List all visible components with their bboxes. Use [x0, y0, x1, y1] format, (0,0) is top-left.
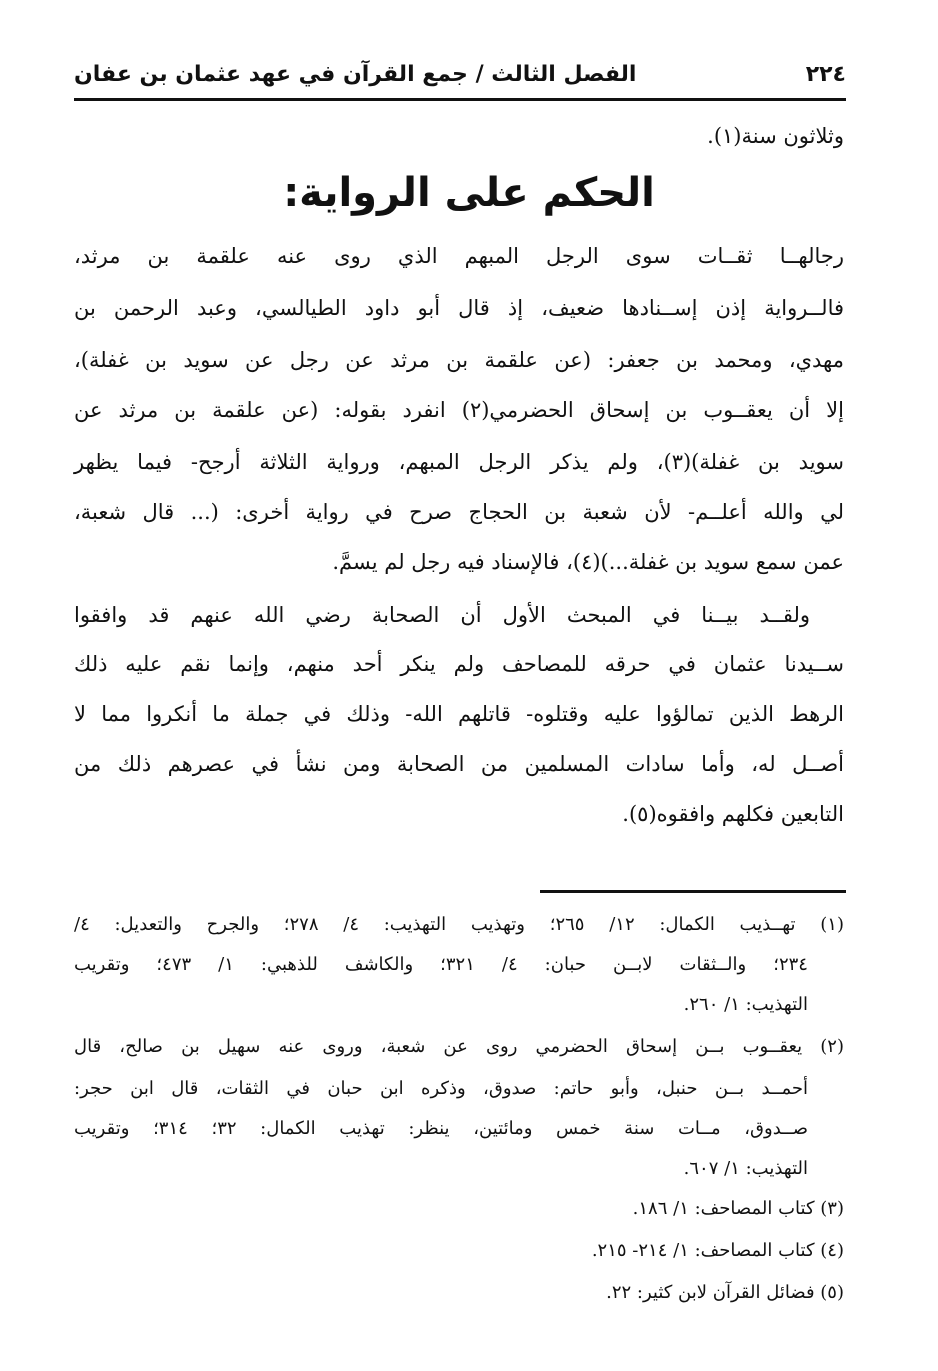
paragraph1-line: رجالهــا ثقــات سوى الرجل المبهم الذي روى عنه علقمة بن مرثد، — [74, 244, 844, 268]
paragraph2-line: التابعين فكلهم وافقوه(٥). — [622, 802, 844, 826]
paragraph2-line: أصــل له، وأما سادات المسلمين من الصحابة ومن نشأ في عصرهم ذلك من — [74, 752, 844, 776]
footnote-2-line: أحمــد بــن حنبل، وأبو حاتم: صدوق، وذكره ابن حبان في الثقات، قال ابن حجر: — [74, 1078, 808, 1099]
paragraph1-line: إلا أن يعقــوب بن إسحاق الحضرمي(٢) انفرد بقوله: (عن علقمة بن مرثد عن — [74, 398, 844, 422]
footnote-1-line: التهذيب: ١/ ٢٦٠. — [683, 994, 808, 1015]
footnote-1-line: ٢٣٤؛ والــثقات لابــن حبان: ٤/ ٣٢١؛ والكاشف للذهبي: ١/ ٤٧٣؛ وتقريب — [74, 954, 808, 975]
footnote-separator — [540, 890, 846, 893]
paragraph1-line: لي والله أعلــم- لأن شعبة بن الحجاج صرح في رواية أخرى: (... قال شعبة، — [74, 500, 844, 524]
page-number: ٢٢٤ — [805, 62, 846, 87]
footnote-5: (٥) فضائل القرآن لابن كثير: ٢٢. — [606, 1282, 844, 1303]
running-title: الفصل الثالث / جمع القرآن في عهد عثمان بن عفان — [74, 62, 637, 87]
footnote-1-line: (١) تهــذيب الكمال: ١٢/ ٢٦٥؛ وتهذيب التهذيب: ٤/ ٢٧٨؛ والجرح والتعديل: ٤/ — [74, 914, 844, 935]
section-heading: الحكم على الرواية: — [283, 170, 655, 216]
paragraph1-line: مهدي، ومحمد بن جعفر: (عن علقمة بن مرثد عن رجل عن سويد بن غفلة)، — [74, 348, 844, 372]
footnote-3: (٣) كتاب المصاحف: ١/ ١٨٦. — [632, 1198, 844, 1219]
footnote-2-line: (٢) يعقــوب بــن إسحاق الحضرمي روى عن شعبة، وروى عنه سهيل بن صالح، قال — [74, 1036, 844, 1057]
footnote-4: (٤) كتاب المصاحف: ١/ ٢١٤- ٢١٥. — [591, 1240, 844, 1261]
paragraph1-line: عمن سمع سويد بن غفلة...)(٤)، فالإسناد فيه رجل لم يسمَّ. — [332, 550, 844, 574]
paragraph1-line: فالــرواية إذن إســنادها ضعيف، إذ قال أبو داود الطيالسي، وعبد الرحمن بن — [74, 296, 845, 320]
footnote-2-line: التهذيب: ١/ ٦٠٧. — [683, 1158, 808, 1179]
carry-over-line: وثلاثون سنة(١). — [707, 124, 844, 148]
paragraph2-line: ســيدنا عثمان في حرقه للمصاحف ولم ينكر أحد منهم، وإنما نقم عليه ذلك — [74, 652, 844, 676]
footnote-2-line: صــدوق، مــات سنة خمس ومائتين، ينظر: تهذيب الكمال: ٣٢؛ ٣١٤؛ وتقريب — [74, 1118, 808, 1139]
paragraph2-line: الرهط الذين تمالؤوا عليه وقتلوه- قاتلهم الله- وذلك في جملة ما أنكروا مما لا — [74, 702, 844, 726]
page-header — [74, 58, 846, 101]
paragraph2-line: ولقــد بيــنا في المبحث الأول أن الصحابة رضي الله عنهم قد وافقوا — [74, 603, 810, 627]
paragraph1-line: سويد بن غفلة)(٣)، ولم يذكر الرجل المبهم، ورواية الثلاثة أرجح- فيما يظهر — [74, 450, 844, 474]
